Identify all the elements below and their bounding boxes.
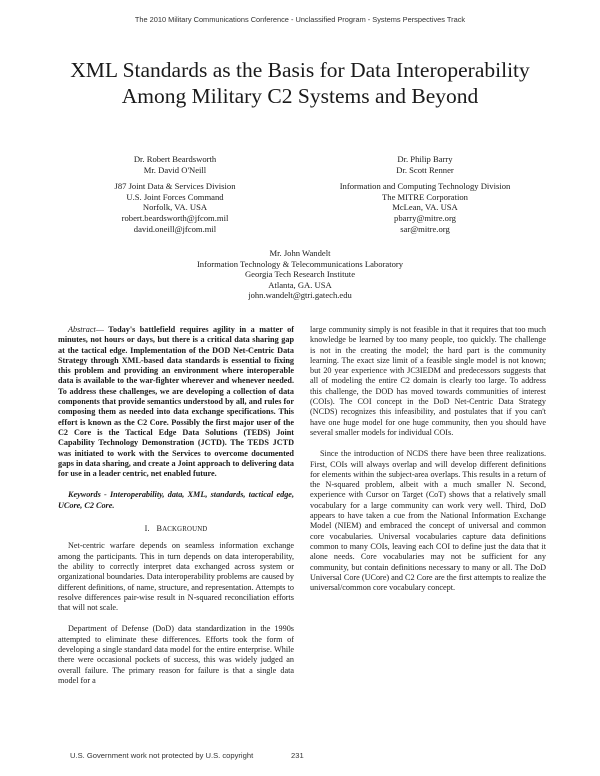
author-email: john.wandelt@gtri.gatech.edu <box>248 290 352 301</box>
section-number: I. <box>144 524 150 534</box>
body-paragraph: Net-centric warfare depends on seamless information exchange among the participants. This in turn depends on data interoperability, the ability to correctly interpret data exchanged across system or organizational boundaries. Data interoperability problems are caused by different definitions, of name, structure, and representation. Attempts to resolve differences pair-wise result in N-squared reconciliation efforts that will not scale. <box>58 541 294 613</box>
section-heading <box>58 524 294 535</box>
body-paragraph: Since the introduction of NCDS there have been three realizations. First, COIs will always overlap and will develop different definitions for elements within the subject-area overlaps. This results in a return of the N-squared problem, albeit with a much smaller N. Second, experience with Cursor on Target (CoT) shows that a relatively small vocabulary for a large community can work very well. Third, DoD appears to have taken a cue from the National Information Exchange Model (NIEM) and embraced the concept of universal and common core vocabularies. Universal vocabularies capture data definitions common to many COIs, leaving each COI to define just the data that it alone needs. Core vocabularies may not be sufficient for any community, but contain definitions necessary to many or all. The DoD Universal Core (UCore) and C2 Core are the first attempts to realize the universal/common core vocabulary concept. <box>310 449 546 593</box>
abstract-dash: — <box>95 325 104 334</box>
author-email: pbarry@mitre.org <box>394 212 456 223</box>
author-name: Dr. Robert Beardsworth <box>133 154 217 164</box>
author-name: Mr. David O'Neill <box>143 164 207 175</box>
keywords: Keywords - Interoperability, data, XML, standards, tactical edge, UCore, C2 Core. <box>58 490 294 510</box>
author-block-right <box>305 154 545 234</box>
author-affiliation: Georgia Tech Research Institute <box>244 269 356 280</box>
author-name: Mr. John Wandelt <box>269 248 331 258</box>
author-location: Atlanta, GA. USA <box>268 279 332 290</box>
author-block-left <box>55 154 295 234</box>
author-affiliation: The MITRE Corporation <box>382 191 468 202</box>
abstract-text: Today's battlefield requires agility in a matter of minutes, not hours or days, but there is a critical data sharing gap at the tactical edge. Implementation of the DOD Net-Centric Data Strategy through XML-based data standards is essential to fixing this problem and providing an environment where interoperable data is available to the war-fighter wherever and whenever needed. To address these challenges, we are developing a collection of data components that provide semantics understood by all, and rules for composing them as needed into data exchange specifications. This effort is known as the C2 Core. Possibly the first major user of the C2 Core is the Tactical Edge Data Solutions (TEDS) Joint Capability Technology Demonstration (JCTD). The TEDS JCTD was initiated to work with the Services to overcome documented gaps in data sharing, and create a Joint approach to delivering data for use in a leader centric, net enabled future. <box>58 325 294 479</box>
author-affiliation: Information and Computing Technology Division <box>339 181 511 192</box>
author-affiliation: J87 Joint Data & Services Division <box>114 181 236 192</box>
author-name: Dr. Philip Barry <box>397 154 453 164</box>
abstract-label: Abstract <box>68 325 96 334</box>
abstract <box>58 325 294 479</box>
section-title-rest: ACKGROUND <box>162 526 208 534</box>
author-name: Dr. Scott Renner <box>396 164 454 175</box>
author-email: robert.beardsworth@jfcom.mil <box>121 212 229 223</box>
left-column <box>58 325 294 686</box>
body-paragraph: large community simply is not feasible in that it requires that too much knowledge be learned by too many people, too quickly. The challenge is not in the creating the model; the hard part is the community learning. The exact size limit of a feasible single model is not known; but 20 year experience with JC3IEDM and predecessors suggests that all of modeling the entire C2 domain is clearly too large. To address this challenge, the DOD has moved towards communities of interest (COIs). The COI concept in the DoD Net-Centric Data Strategy (NCDS) recognizes this infeasibility, and postulates that if you can't have one huge model for one huge community, then you should have several smaller models for individual COIs. <box>310 325 546 437</box>
author-location: McLean, VA. USA <box>392 202 458 213</box>
author-affiliation: U.S. Joint Forces Command <box>126 191 224 202</box>
author-email: david.oneill@jfcom.mil <box>133 223 217 234</box>
running-head: The 2010 Military Communications Conference - Unclassified Program - Systems Perspectives Track <box>134 15 466 24</box>
author-email: sar@mitre.org <box>400 223 450 234</box>
author-affiliation: Information Technology & Telecommunications Laboratory <box>196 258 404 269</box>
right-column <box>310 325 546 593</box>
copyright-notice: U.S. Government work not protected by U.S. copyright <box>70 751 254 760</box>
body-paragraph: Department of Defense (DoD) data standardization in the 1990s attempted to eliminate these differences. Efforts took the form of developing a single standard data model for the entire enterprise. While there were occasional pockets of success, this was widely judged an overall failure. The primary reason for failure is that a single data model for a <box>58 624 294 685</box>
author-location: Norfolk, VA. USA <box>142 202 208 213</box>
section-title-initial: B <box>156 524 163 534</box>
author-block-center <box>150 248 450 301</box>
page-number: 231 <box>291 751 304 760</box>
paper-title: XML Standards as the Basis for Data Interoperability Among Military C2 Systems and Beyond <box>70 58 530 108</box>
